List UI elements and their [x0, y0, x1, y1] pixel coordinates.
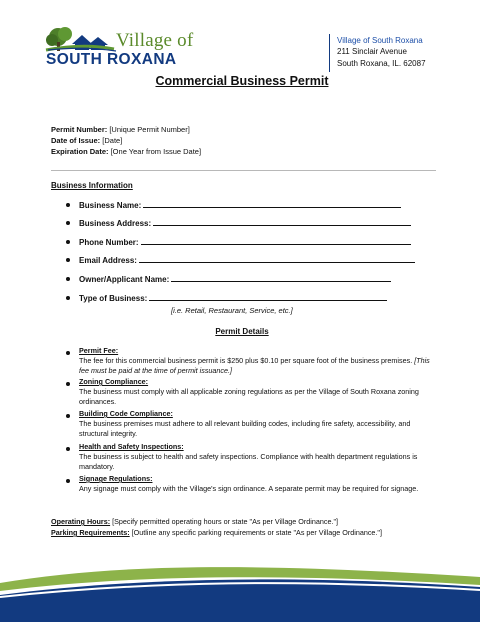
bullet-icon: [66, 277, 70, 281]
permit-number-row: [51, 124, 190, 135]
email-address-line[interactable]: [139, 256, 415, 263]
bullet-icon: [66, 351, 70, 355]
permit-details-heading: Permit Details: [215, 327, 269, 336]
detail-text: The business must comply with all applicable zoning regulations as per the Village of South Roxana zoning ordinances.: [79, 387, 419, 407]
business-name-field[interactable]: [66, 201, 401, 210]
detail-building-code: [79, 409, 439, 440]
business-info-heading: Business Information: [51, 181, 133, 190]
date-of-issue-label: Date of Issue:: [51, 136, 101, 145]
logo-south-roxana-text: SOUTH ROXANA: [46, 51, 177, 68]
bullet-icon: [66, 296, 70, 300]
detail-note: [This fee must be paid at the time of permit issuance.]: [79, 356, 430, 376]
email-address-field[interactable]: [66, 256, 415, 265]
logo-village-text: Village of: [116, 30, 194, 51]
business-address-line[interactable]: [153, 219, 411, 226]
business-type-hint: [i.e. Retail, Restaurant, Service, etc.]: [171, 306, 293, 315]
permit-number-value: [Unique Permit Number]: [107, 125, 190, 134]
email-address-label: Email Address:: [79, 256, 137, 265]
bullet-icon: [66, 479, 70, 483]
parking-requirements-row: [51, 528, 382, 537]
detail-title: Building Code Compliance:: [79, 409, 173, 418]
phone-number-label: Phone Number:: [79, 238, 139, 247]
expiration-date-value: [One Year from Issue Date]: [108, 147, 202, 156]
business-name-label: Business Name:: [79, 201, 142, 210]
detail-title: Permit Fee:: [79, 346, 119, 355]
detail-text: The business is subject to health and safety inspections. Compliance with health department regulations is mandatory.: [79, 452, 418, 472]
business-address-field[interactable]: [66, 219, 411, 228]
parking-requirements-value: [Outline any specific parking requirements or state "As per Village Ordinance."]: [129, 528, 382, 537]
header-divider: [329, 34, 330, 72]
bullet-icon: [66, 382, 70, 386]
date-of-issue-row: [51, 135, 122, 146]
detail-title: Health and Safety Inspections:: [79, 442, 184, 451]
bullet-icon: [66, 258, 70, 262]
phone-number-field[interactable]: [66, 238, 411, 247]
address-org: Village of South Roxana: [337, 36, 423, 45]
page-title: Commercial Business Permit: [155, 74, 329, 88]
detail-signage: [79, 474, 439, 494]
detail-text: The fee for this commercial business permit is $250 plus $0.10 per square foot of the business premises.: [79, 356, 415, 366]
bullet-icon: [66, 240, 70, 244]
owner-applicant-field[interactable]: [66, 275, 391, 284]
owner-applicant-line[interactable]: [171, 275, 391, 282]
business-type-label: Type of Business:: [79, 294, 148, 303]
address-street: 211 Sinclair Avenue: [337, 47, 407, 56]
permit-number-label: Permit Number:: [51, 125, 108, 134]
detail-title: Zoning Compliance:: [79, 377, 149, 386]
business-address-label: Business Address:: [79, 219, 152, 228]
section-divider: [51, 170, 436, 171]
owner-applicant-label: Owner/Applicant Name:: [79, 275, 170, 284]
detail-title: Signage Regulations:: [79, 474, 153, 483]
bullet-icon: [66, 221, 70, 225]
detail-zoning-compliance: [79, 377, 439, 408]
date-of-issue-value: [Date]: [100, 136, 123, 145]
business-type-field[interactable]: [66, 294, 387, 303]
parking-requirements-label: Parking Requirements:: [51, 528, 130, 537]
detail-text: Any signage must comply with the Village's sign ordinance. A separate permit may be required for signage.: [79, 484, 419, 494]
bullet-icon: [66, 414, 70, 418]
operating-hours-label: Operating Hours:: [51, 517, 111, 526]
address-city: South Roxana, IL. 62087: [337, 59, 426, 68]
detail-permit-fee: [79, 346, 439, 377]
bullet-icon: [66, 203, 70, 207]
expiration-date-row: [51, 146, 201, 157]
detail-text: The business premises must adhere to all relevant building codes, including fire safety, accessibility, and structural integrity.: [79, 419, 411, 439]
bullet-icon: [66, 447, 70, 451]
expiration-date-label: Expiration Date:: [51, 147, 109, 156]
phone-number-line[interactable]: [141, 238, 411, 245]
operating-hours-value: [Specify permitted operating hours or state "As per Village Ordinance."]: [110, 517, 339, 526]
business-type-line[interactable]: [149, 294, 387, 301]
footer-wave-graphic: [0, 555, 480, 622]
operating-hours-row: [51, 517, 338, 526]
detail-health-safety: [79, 442, 439, 473]
business-name-line[interactable]: [143, 201, 401, 208]
